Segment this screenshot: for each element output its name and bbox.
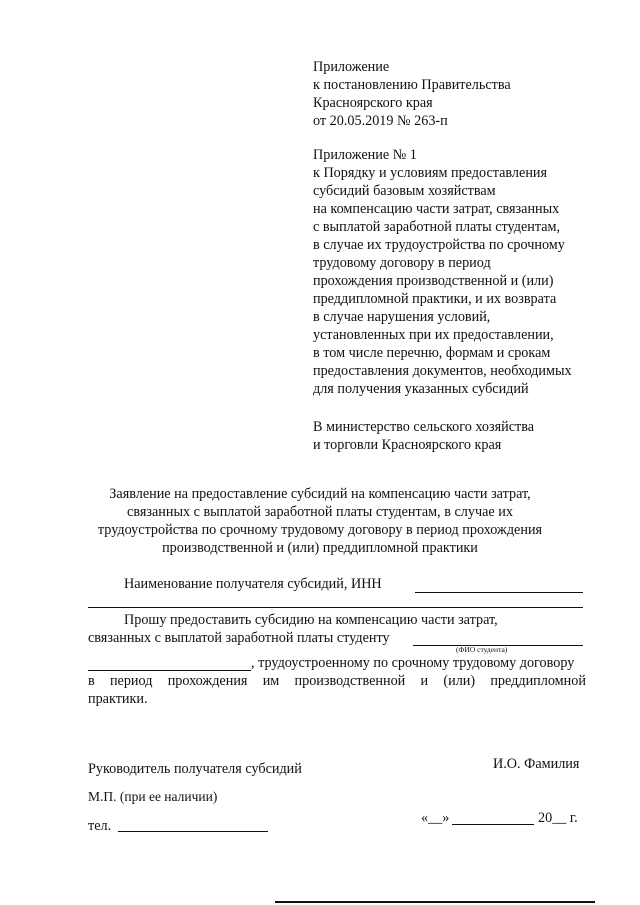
period-line xyxy=(88,673,586,690)
recipient-label: Наименование получателя субсидий, ИНН xyxy=(124,576,382,592)
period-word: им xyxy=(262,673,280,689)
annex1-line: в случае нарушения условий, xyxy=(313,309,491,325)
annex1-line: предоставления документов, необходимых xyxy=(313,363,572,379)
title-line: трудоустройства по срочному трудовому договору в период прохождения xyxy=(97,522,543,538)
annex1-line: преддипломной практики, и их возврата xyxy=(313,291,557,307)
annex1-line: трудовому договору в период xyxy=(313,255,491,271)
addressee-line: и торговли Красноярского края xyxy=(313,437,502,453)
annex-line: от 20.05.2019 № 263-п xyxy=(313,113,448,129)
student-name-continued-field[interactable] xyxy=(88,670,251,671)
title-line: Заявление на предоставление субсидий на компенсацию части затрат, xyxy=(109,486,531,502)
period-word: прохождения xyxy=(167,673,248,689)
period-word: период xyxy=(109,673,153,689)
period-word: производственной xyxy=(294,673,406,689)
period-word: в xyxy=(88,673,95,689)
date-year: 20__ г. xyxy=(538,810,578,826)
request-line: Прошу предоставить субсидию на компенсацию части затрат, xyxy=(124,612,498,628)
annex1-line: Приложение № 1 xyxy=(313,147,417,163)
period-word: и xyxy=(420,673,429,689)
recipient-inn-field[interactable] xyxy=(415,592,583,593)
period-word: (или) xyxy=(443,673,476,689)
annex-line: к постановлению Правительства xyxy=(313,77,511,93)
scan-edge-line xyxy=(275,901,595,903)
title-line: производственной и (или) преддипломной практики xyxy=(162,540,478,556)
recipient-name-field[interactable] xyxy=(88,607,583,608)
annex1-line: к Порядку и условиям предоставления xyxy=(313,165,548,181)
phone-label: тел. xyxy=(88,818,112,834)
annex-line: Красноярского края xyxy=(313,95,433,111)
annex1-line: для получения указанных субсидий xyxy=(313,381,529,397)
annex1-line: с выплатой заработной платы студентам, xyxy=(313,219,561,235)
annex1-line: на компенсацию части затрат, связанных xyxy=(313,201,560,217)
head-label: Руководитель получателя субсидий xyxy=(88,761,302,777)
annex1-line: установленных при их предоставлении, xyxy=(313,327,554,343)
annex1-line: в случае их трудоустройства по срочному xyxy=(313,237,565,253)
date-day: «__» xyxy=(421,810,450,826)
title-line: связанных с выплатой заработной платы студентам, в случае их xyxy=(127,504,513,520)
phone-field[interactable] xyxy=(118,831,268,832)
practice-word: практики. xyxy=(88,691,148,707)
employed-text: , трудоустроенному по срочному трудовому договору xyxy=(251,655,575,671)
annex1-line: субсидий базовым хозяйствам xyxy=(313,183,496,199)
seal-label: М.П. (при ее наличии) xyxy=(88,789,218,804)
period-word: преддипломной xyxy=(490,673,586,689)
annex1-line: в том числе перечню, формам и срокам xyxy=(313,345,551,361)
date-month-field[interactable] xyxy=(452,824,534,825)
annex-line: Приложение xyxy=(313,59,390,75)
request-line: связанных с выплатой заработной платы студенту xyxy=(88,630,390,646)
student-hint: (ФИО студента) xyxy=(456,645,508,654)
name-placeholder: И.О. Фамилия xyxy=(493,756,580,772)
addressee-line: В министерство сельского хозяйства xyxy=(313,419,535,435)
annex1-line: прохождения производственной и (или) xyxy=(313,273,554,289)
